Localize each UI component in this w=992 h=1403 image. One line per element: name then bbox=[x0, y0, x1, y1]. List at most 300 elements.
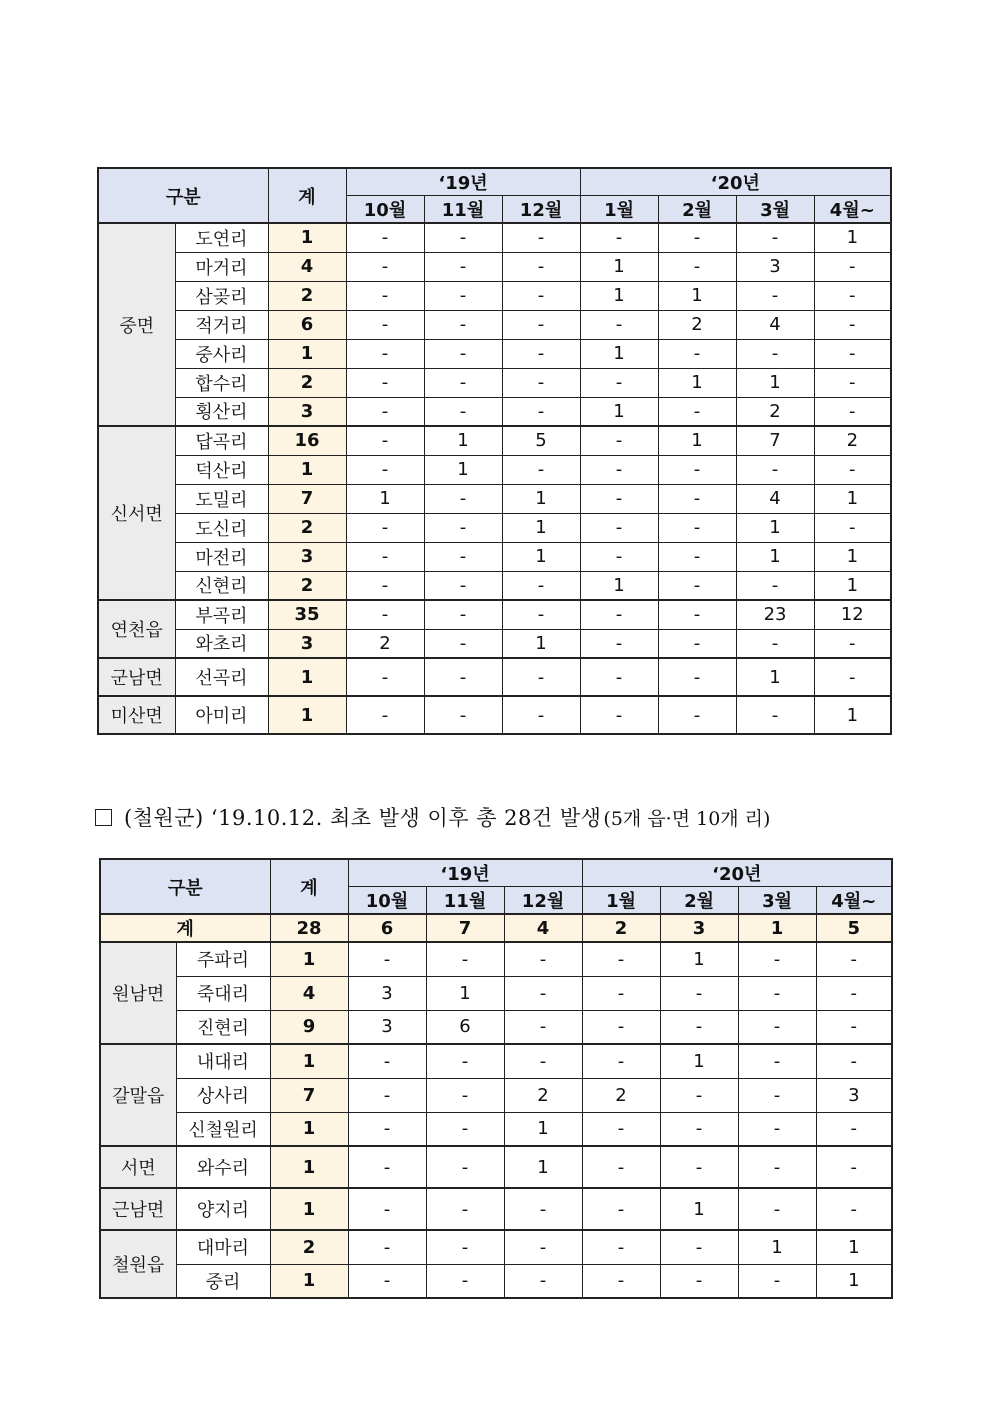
region-name: 연천읍 bbox=[98, 600, 175, 658]
month-count: 1 bbox=[346, 484, 424, 513]
village-total: 1 bbox=[268, 339, 346, 368]
month-count: - bbox=[426, 942, 504, 976]
month-count: 3 bbox=[348, 976, 426, 1010]
header-month: 10월 bbox=[348, 887, 426, 915]
village-total: 1 bbox=[270, 1146, 348, 1188]
month-count: - bbox=[504, 1188, 582, 1230]
month-count: - bbox=[658, 571, 736, 600]
month-count: - bbox=[738, 942, 816, 976]
month-count: - bbox=[426, 1264, 504, 1298]
region-name: 군남면 bbox=[98, 658, 175, 696]
month-count: - bbox=[658, 339, 736, 368]
region-name: 신서면 bbox=[98, 426, 175, 600]
month-count: - bbox=[582, 1044, 660, 1078]
village-name: 양지리 bbox=[176, 1188, 270, 1230]
month-count: - bbox=[424, 629, 502, 658]
village-name: 신현리 bbox=[175, 571, 268, 600]
month-count: - bbox=[424, 600, 502, 629]
month-count: - bbox=[658, 696, 736, 734]
village-name: 주파리 bbox=[176, 942, 270, 976]
village-total: 1 bbox=[268, 696, 346, 734]
table-row bbox=[98, 542, 891, 571]
village-name: 선곡리 bbox=[175, 658, 268, 696]
table-row bbox=[100, 1188, 892, 1230]
village-total: 7 bbox=[268, 484, 346, 513]
month-count: 1 bbox=[738, 1230, 816, 1264]
month-count: 1 bbox=[502, 629, 580, 658]
village-total: 2 bbox=[268, 571, 346, 600]
section-heading-main: (철원군) ‘19.10.12. 최초 발생 이후 총 28건 발생 bbox=[124, 806, 602, 830]
month-count: 2 bbox=[504, 1078, 582, 1112]
header-year-2019: ‘19년 bbox=[348, 859, 582, 887]
month-count: 7 bbox=[736, 426, 814, 455]
month-count: - bbox=[426, 1112, 504, 1146]
month-count: 1 bbox=[814, 484, 891, 513]
month-count: 4 bbox=[736, 310, 814, 339]
village-total: 1 bbox=[270, 1112, 348, 1146]
month-count: - bbox=[348, 1264, 426, 1298]
village-name: 상사리 bbox=[176, 1078, 270, 1112]
month-count: - bbox=[426, 1044, 504, 1078]
month-count: - bbox=[424, 281, 502, 310]
month-count: - bbox=[580, 223, 658, 252]
month-count: - bbox=[346, 571, 424, 600]
village-total: 1 bbox=[270, 1044, 348, 1078]
village-total: 6 bbox=[268, 310, 346, 339]
month-count: 1 bbox=[424, 455, 502, 484]
table-row bbox=[98, 571, 891, 600]
month-count: - bbox=[658, 484, 736, 513]
month-count: - bbox=[658, 252, 736, 281]
month-count: - bbox=[582, 1188, 660, 1230]
month-count: 1 bbox=[426, 976, 504, 1010]
sum-value: 6 bbox=[348, 914, 426, 942]
month-count: - bbox=[580, 368, 658, 397]
month-count: - bbox=[660, 1264, 738, 1298]
month-count: - bbox=[660, 1010, 738, 1044]
sum-row bbox=[100, 914, 892, 942]
month-count: - bbox=[816, 1010, 892, 1044]
month-count: - bbox=[502, 397, 580, 426]
month-count: 1 bbox=[580, 397, 658, 426]
month-count: - bbox=[580, 658, 658, 696]
village-total: 1 bbox=[270, 1264, 348, 1298]
month-count: - bbox=[348, 942, 426, 976]
month-count: - bbox=[502, 696, 580, 734]
month-count: 1 bbox=[816, 1230, 892, 1264]
village-name: 답곡리 bbox=[175, 426, 268, 455]
month-count: 2 bbox=[814, 426, 891, 455]
month-count: 2 bbox=[346, 629, 424, 658]
table-row bbox=[98, 658, 891, 696]
month-count: - bbox=[424, 542, 502, 571]
month-count: - bbox=[580, 696, 658, 734]
month-count: - bbox=[660, 1112, 738, 1146]
month-count: - bbox=[658, 629, 736, 658]
month-count: - bbox=[346, 696, 424, 734]
month-count: 1 bbox=[660, 942, 738, 976]
month-count: - bbox=[580, 426, 658, 455]
month-count: - bbox=[346, 368, 424, 397]
header-month: 2월 bbox=[658, 196, 736, 224]
month-count: - bbox=[502, 658, 580, 696]
header-category: 구분 bbox=[100, 859, 270, 914]
month-count: - bbox=[348, 1230, 426, 1264]
village-name: 도밀리 bbox=[175, 484, 268, 513]
month-count: 1 bbox=[658, 368, 736, 397]
month-count: - bbox=[346, 310, 424, 339]
month-count: 2 bbox=[658, 310, 736, 339]
month-count: - bbox=[814, 281, 891, 310]
month-count: - bbox=[424, 696, 502, 734]
table-row bbox=[98, 513, 891, 542]
month-count: - bbox=[736, 339, 814, 368]
month-count: - bbox=[348, 1078, 426, 1112]
month-count: - bbox=[660, 1078, 738, 1112]
month-count: - bbox=[736, 571, 814, 600]
village-name: 도연리 bbox=[175, 223, 268, 252]
village-total: 1 bbox=[270, 1188, 348, 1230]
region-name: 미산면 bbox=[98, 696, 175, 734]
month-count: - bbox=[814, 455, 891, 484]
village-name: 삼곶리 bbox=[175, 281, 268, 310]
village-total: 3 bbox=[268, 629, 346, 658]
month-count: - bbox=[582, 1112, 660, 1146]
table-row bbox=[98, 600, 891, 629]
month-count: - bbox=[424, 223, 502, 252]
table-row bbox=[98, 455, 891, 484]
region-name: 서면 bbox=[100, 1146, 176, 1188]
month-count: - bbox=[738, 1188, 816, 1230]
village-name: 내대리 bbox=[176, 1044, 270, 1078]
table-row bbox=[98, 696, 891, 734]
month-count: 1 bbox=[580, 339, 658, 368]
month-count: - bbox=[502, 571, 580, 600]
table-row bbox=[100, 1264, 892, 1298]
month-count: - bbox=[346, 600, 424, 629]
month-count: - bbox=[582, 1010, 660, 1044]
header-month: 3월 bbox=[738, 887, 816, 915]
month-count: 2 bbox=[582, 1078, 660, 1112]
month-count: - bbox=[346, 658, 424, 696]
section-heading bbox=[95, 800, 895, 834]
month-count: 1 bbox=[814, 542, 891, 571]
month-count: 3 bbox=[816, 1078, 892, 1112]
month-count: - bbox=[424, 658, 502, 696]
village-name: 와수리 bbox=[176, 1146, 270, 1188]
header-year-2020: ‘20년 bbox=[580, 168, 891, 196]
month-count: - bbox=[502, 252, 580, 281]
month-count: 1 bbox=[658, 426, 736, 455]
month-count: - bbox=[582, 1146, 660, 1188]
section-heading-sub: (5개 읍·면 10개 리) bbox=[603, 807, 771, 830]
month-count: - bbox=[504, 942, 582, 976]
month-count: 2 bbox=[736, 397, 814, 426]
month-count: - bbox=[736, 455, 814, 484]
month-count: 1 bbox=[502, 542, 580, 571]
month-count: - bbox=[346, 513, 424, 542]
month-count: - bbox=[424, 368, 502, 397]
table-row bbox=[98, 252, 891, 281]
month-count: - bbox=[814, 629, 891, 658]
month-count: 1 bbox=[814, 696, 891, 734]
village-name: 대마리 bbox=[176, 1230, 270, 1264]
village-total: 2 bbox=[268, 281, 346, 310]
header-month: 11월 bbox=[424, 196, 502, 224]
village-name: 횡산리 bbox=[175, 397, 268, 426]
village-total: 2 bbox=[270, 1230, 348, 1264]
month-count: - bbox=[502, 368, 580, 397]
month-count: - bbox=[504, 976, 582, 1010]
village-name: 마전리 bbox=[175, 542, 268, 571]
month-count: - bbox=[660, 1146, 738, 1188]
month-count: - bbox=[736, 223, 814, 252]
month-count: 3 bbox=[736, 252, 814, 281]
table-row bbox=[98, 484, 891, 513]
header-month: 12월 bbox=[504, 887, 582, 915]
header-month: 11월 bbox=[426, 887, 504, 915]
month-count: - bbox=[424, 310, 502, 339]
month-count: - bbox=[502, 339, 580, 368]
header-year-2019: ‘19년 bbox=[346, 168, 580, 196]
month-count: - bbox=[658, 513, 736, 542]
month-count: - bbox=[424, 397, 502, 426]
month-count: 23 bbox=[736, 600, 814, 629]
month-count: - bbox=[736, 696, 814, 734]
month-count: - bbox=[348, 1188, 426, 1230]
month-count: - bbox=[814, 513, 891, 542]
table-row bbox=[98, 339, 891, 368]
table-row bbox=[100, 942, 892, 976]
month-count: - bbox=[816, 1146, 892, 1188]
month-count: 1 bbox=[504, 1112, 582, 1146]
month-count: - bbox=[502, 600, 580, 629]
village-name: 부곡리 bbox=[175, 600, 268, 629]
table-row bbox=[100, 1112, 892, 1146]
month-count: - bbox=[426, 1078, 504, 1112]
region-name: 원남면 bbox=[100, 942, 176, 1044]
month-count: - bbox=[660, 976, 738, 1010]
header-total: 계 bbox=[270, 859, 348, 914]
sum-label: 계 bbox=[100, 914, 270, 942]
month-count: - bbox=[502, 310, 580, 339]
header-month: 4월~ bbox=[816, 887, 892, 915]
sum-value: 1 bbox=[738, 914, 816, 942]
header-month: 1월 bbox=[580, 196, 658, 224]
table-row bbox=[100, 976, 892, 1010]
month-count: - bbox=[348, 1146, 426, 1188]
month-count: - bbox=[346, 397, 424, 426]
header-month: 4월~ bbox=[814, 196, 891, 224]
month-count: - bbox=[502, 281, 580, 310]
village-total: 1 bbox=[268, 455, 346, 484]
table-row bbox=[100, 1044, 892, 1078]
table-row bbox=[98, 426, 891, 455]
table-row bbox=[98, 368, 891, 397]
table-row bbox=[98, 281, 891, 310]
month-count: - bbox=[504, 1264, 582, 1298]
month-count: - bbox=[346, 339, 424, 368]
header-month: 10월 bbox=[346, 196, 424, 224]
month-count: - bbox=[424, 252, 502, 281]
month-count: - bbox=[424, 513, 502, 542]
month-count: - bbox=[816, 976, 892, 1010]
village-name: 진현리 bbox=[176, 1010, 270, 1044]
region-name: 근남면 bbox=[100, 1188, 176, 1230]
village-name: 중리 bbox=[176, 1264, 270, 1298]
month-count: - bbox=[582, 1264, 660, 1298]
month-count: - bbox=[738, 976, 816, 1010]
month-count: - bbox=[658, 455, 736, 484]
month-count: 1 bbox=[736, 542, 814, 571]
month-count: - bbox=[346, 281, 424, 310]
header-month: 2월 bbox=[660, 887, 738, 915]
month-count: 1 bbox=[424, 426, 502, 455]
month-count: - bbox=[814, 397, 891, 426]
sum-value: 2 bbox=[582, 914, 660, 942]
village-name: 신철원리 bbox=[176, 1112, 270, 1146]
month-count: - bbox=[346, 252, 424, 281]
village-name: 도신리 bbox=[175, 513, 268, 542]
village-total: 4 bbox=[268, 252, 346, 281]
month-count: 5 bbox=[502, 426, 580, 455]
month-count: - bbox=[346, 455, 424, 484]
month-count: - bbox=[348, 1044, 426, 1078]
month-count: 6 bbox=[426, 1010, 504, 1044]
month-count: - bbox=[580, 513, 658, 542]
checkbox-bullet-icon bbox=[95, 809, 112, 826]
village-name: 와초리 bbox=[175, 629, 268, 658]
month-count: - bbox=[816, 942, 892, 976]
month-count: - bbox=[424, 571, 502, 600]
table-row bbox=[98, 629, 891, 658]
header-month: 1월 bbox=[582, 887, 660, 915]
village-name: 죽대리 bbox=[176, 976, 270, 1010]
header-month: 12월 bbox=[502, 196, 580, 224]
month-count: - bbox=[658, 600, 736, 629]
header-total: 계 bbox=[268, 168, 346, 223]
month-count: - bbox=[426, 1188, 504, 1230]
village-total: 16 bbox=[268, 426, 346, 455]
header-category: 구분 bbox=[98, 168, 268, 223]
village-total: 4 bbox=[270, 976, 348, 1010]
village-total: 7 bbox=[270, 1078, 348, 1112]
village-name: 마거리 bbox=[175, 252, 268, 281]
month-count: - bbox=[658, 542, 736, 571]
month-count: 1 bbox=[502, 513, 580, 542]
month-count: - bbox=[660, 1230, 738, 1264]
month-count: - bbox=[580, 542, 658, 571]
month-count: - bbox=[580, 629, 658, 658]
table-row bbox=[98, 397, 891, 426]
village-total: 2 bbox=[268, 368, 346, 397]
sum-value: 4 bbox=[504, 914, 582, 942]
month-count: - bbox=[814, 252, 891, 281]
month-count: - bbox=[738, 1146, 816, 1188]
month-count: - bbox=[426, 1230, 504, 1264]
village-total: 1 bbox=[270, 942, 348, 976]
sum-total: 28 bbox=[270, 914, 348, 942]
month-count: - bbox=[738, 1078, 816, 1112]
month-count: - bbox=[816, 1112, 892, 1146]
month-count: 1 bbox=[580, 571, 658, 600]
month-count: - bbox=[424, 484, 502, 513]
month-count: 1 bbox=[736, 658, 814, 696]
month-count: - bbox=[348, 1112, 426, 1146]
village-total: 3 bbox=[268, 542, 346, 571]
month-count: - bbox=[816, 1188, 892, 1230]
month-count: 1 bbox=[658, 281, 736, 310]
month-count: - bbox=[738, 1044, 816, 1078]
village-total: 35 bbox=[268, 600, 346, 629]
outbreak-table-2 bbox=[99, 858, 893, 1299]
month-count: - bbox=[814, 310, 891, 339]
month-count: - bbox=[346, 542, 424, 571]
month-count: 12 bbox=[814, 600, 891, 629]
month-count: - bbox=[580, 484, 658, 513]
region-name: 갈말읍 bbox=[100, 1044, 176, 1146]
month-count: - bbox=[504, 1010, 582, 1044]
month-count: - bbox=[816, 1044, 892, 1078]
month-count: - bbox=[502, 223, 580, 252]
village-total: 2 bbox=[268, 513, 346, 542]
month-count: - bbox=[580, 310, 658, 339]
month-count: - bbox=[658, 658, 736, 696]
table-row bbox=[100, 1230, 892, 1264]
month-count: 1 bbox=[814, 223, 891, 252]
month-count: - bbox=[504, 1230, 582, 1264]
month-count: 1 bbox=[816, 1264, 892, 1298]
outbreak-table-1 bbox=[97, 167, 892, 735]
month-count: - bbox=[346, 426, 424, 455]
header-year-2020: ‘20년 bbox=[582, 859, 892, 887]
month-count: - bbox=[736, 629, 814, 658]
month-count: - bbox=[346, 223, 424, 252]
month-count: 1 bbox=[580, 281, 658, 310]
month-count: 3 bbox=[348, 1010, 426, 1044]
month-count: 1 bbox=[736, 368, 814, 397]
month-count: - bbox=[814, 658, 891, 696]
month-count: 1 bbox=[580, 252, 658, 281]
village-total: 1 bbox=[268, 223, 346, 252]
table-row bbox=[100, 1146, 892, 1188]
month-count: - bbox=[582, 942, 660, 976]
month-count: 1 bbox=[736, 513, 814, 542]
month-count: - bbox=[814, 339, 891, 368]
village-name: 덕산리 bbox=[175, 455, 268, 484]
month-count: - bbox=[426, 1146, 504, 1188]
month-count: - bbox=[582, 976, 660, 1010]
sum-value: 7 bbox=[426, 914, 504, 942]
month-count: - bbox=[738, 1112, 816, 1146]
village-name: 중사리 bbox=[175, 339, 268, 368]
village-name: 아미리 bbox=[175, 696, 268, 734]
region-name: 철원읍 bbox=[100, 1230, 176, 1298]
month-count: - bbox=[504, 1044, 582, 1078]
sum-value: 5 bbox=[816, 914, 892, 942]
header-month: 3월 bbox=[736, 196, 814, 224]
month-count: - bbox=[658, 397, 736, 426]
month-count: 1 bbox=[660, 1044, 738, 1078]
month-count: - bbox=[580, 600, 658, 629]
village-total: 1 bbox=[268, 658, 346, 696]
month-count: - bbox=[738, 1010, 816, 1044]
month-count: - bbox=[736, 281, 814, 310]
table-row bbox=[100, 1010, 892, 1044]
month-count: 1 bbox=[660, 1188, 738, 1230]
village-total: 9 bbox=[270, 1010, 348, 1044]
month-count: 1 bbox=[502, 484, 580, 513]
